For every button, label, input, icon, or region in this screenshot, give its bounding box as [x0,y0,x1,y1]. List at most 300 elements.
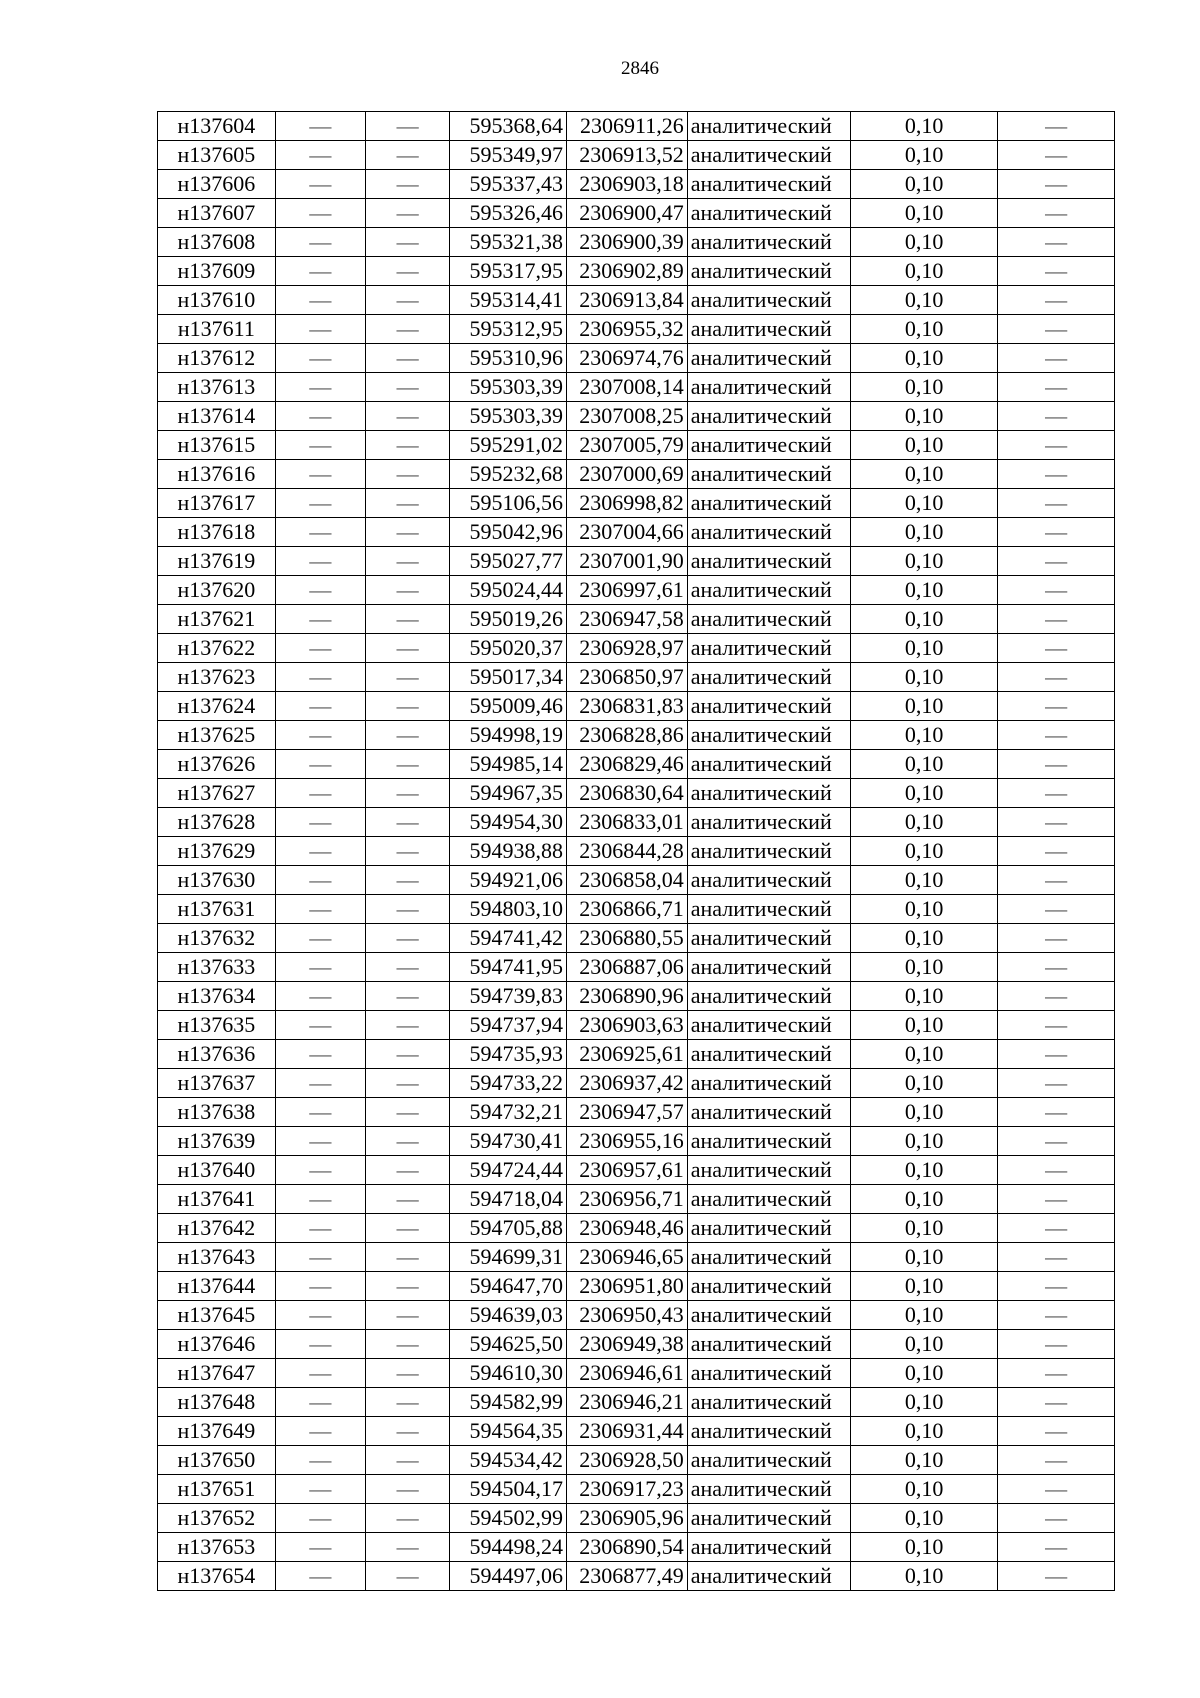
point-id-cell: н137651 [158,1475,276,1504]
y-coordinate-cell: 2307005,79 [566,431,687,460]
y-coordinate-cell: 2306900,47 [566,199,687,228]
accuracy-cell: 0,10 [851,228,998,257]
dash-cell: — [275,576,365,605]
dash-cell: — [275,170,365,199]
dash-cell: — [275,1301,365,1330]
dash-cell: — [275,1156,365,1185]
dash-cell: — [998,634,1115,663]
dash-cell: — [275,837,365,866]
dash-cell: — [998,1098,1115,1127]
accuracy-cell: 0,10 [851,1214,998,1243]
y-coordinate-cell: 2306998,82 [566,489,687,518]
x-coordinate-cell: 594985,14 [450,750,567,779]
point-id-cell: н137628 [158,808,276,837]
dash-cell: — [275,141,365,170]
method-cell: аналитический [687,924,850,953]
method-cell: аналитический [687,1127,850,1156]
accuracy-cell: 0,10 [851,1446,998,1475]
accuracy-cell: 0,10 [851,431,998,460]
table-row [158,1446,1115,1475]
method-cell: аналитический [687,1214,850,1243]
point-id-cell: н137608 [158,228,276,257]
x-coordinate-cell: 594502,99 [450,1504,567,1533]
dash-cell: — [998,518,1115,547]
method-cell: аналитический [687,1098,850,1127]
dash-cell: — [998,286,1115,315]
dash-cell: — [998,1040,1115,1069]
table-row [158,1562,1115,1591]
accuracy-cell: 0,10 [851,1475,998,1504]
x-coordinate-cell: 594564,35 [450,1417,567,1446]
dash-cell: — [275,1098,365,1127]
x-coordinate-cell: 595349,97 [450,141,567,170]
point-id-cell: н137639 [158,1127,276,1156]
point-id-cell: н137612 [158,344,276,373]
dash-cell: — [275,1243,365,1272]
dash-cell: — [275,779,365,808]
dash-cell: — [998,721,1115,750]
x-coordinate-cell: 594504,17 [450,1475,567,1504]
accuracy-cell: 0,10 [851,953,998,982]
y-coordinate-cell: 2307008,14 [566,373,687,402]
accuracy-cell: 0,10 [851,750,998,779]
point-id-cell: н137620 [158,576,276,605]
dash-cell: — [275,895,365,924]
dash-cell: — [366,895,450,924]
x-coordinate-cell: 595017,34 [450,663,567,692]
method-cell: аналитический [687,953,850,982]
dash-cell: — [275,953,365,982]
coordinates-table [157,111,1115,1591]
point-id-cell: н137624 [158,692,276,721]
point-id-cell: н137647 [158,1359,276,1388]
table-row [158,1330,1115,1359]
point-id-cell: н137652 [158,1504,276,1533]
point-id-cell: н137627 [158,779,276,808]
accuracy-cell: 0,10 [851,1011,998,1040]
accuracy-cell: 0,10 [851,1098,998,1127]
dash-cell: — [998,1562,1115,1591]
x-coordinate-cell: 594705,88 [450,1214,567,1243]
dash-cell: — [998,373,1115,402]
point-id-cell: н137645 [158,1301,276,1330]
dash-cell: — [275,1069,365,1098]
table-row [158,547,1115,576]
table-row [158,895,1115,924]
table-row [158,1214,1115,1243]
y-coordinate-cell: 2306948,46 [566,1214,687,1243]
dash-cell: — [366,1446,450,1475]
y-coordinate-cell: 2306829,46 [566,750,687,779]
x-coordinate-cell: 595019,26 [450,605,567,634]
dash-cell: — [998,1127,1115,1156]
method-cell: аналитический [687,431,850,460]
x-coordinate-cell: 595303,39 [450,373,567,402]
x-coordinate-cell: 594718,04 [450,1185,567,1214]
dash-cell: — [366,1214,450,1243]
dash-cell: — [275,112,365,141]
table-row [158,141,1115,170]
method-cell: аналитический [687,1388,850,1417]
method-cell: аналитический [687,663,850,692]
point-id-cell: н137625 [158,721,276,750]
method-cell: аналитический [687,286,850,315]
accuracy-cell: 0,10 [851,1504,998,1533]
y-coordinate-cell: 2306947,58 [566,605,687,634]
table-row [158,1272,1115,1301]
dash-cell: — [275,373,365,402]
table-row [158,1359,1115,1388]
y-coordinate-cell: 2306890,96 [566,982,687,1011]
point-id-cell: н137618 [158,518,276,547]
point-id-cell: н137607 [158,199,276,228]
method-cell: аналитический [687,837,850,866]
x-coordinate-cell: 594739,83 [450,982,567,1011]
method-cell: аналитический [687,373,850,402]
dash-cell: — [998,808,1115,837]
point-id-cell: н137609 [158,257,276,286]
dash-cell: — [275,344,365,373]
dash-cell: — [366,750,450,779]
accuracy-cell: 0,10 [851,286,998,315]
point-id-cell: н137635 [158,1011,276,1040]
y-coordinate-cell: 2306974,76 [566,344,687,373]
x-coordinate-cell: 594647,70 [450,1272,567,1301]
dash-cell: — [998,170,1115,199]
dash-cell: — [275,605,365,634]
table-body [158,112,1115,1591]
dash-cell: — [998,489,1115,518]
dash-cell: — [998,199,1115,228]
dash-cell: — [366,1301,450,1330]
dash-cell: — [275,1272,365,1301]
accuracy-cell: 0,10 [851,605,998,634]
y-coordinate-cell: 2306947,57 [566,1098,687,1127]
x-coordinate-cell: 594498,24 [450,1533,567,1562]
table-row [158,1504,1115,1533]
x-coordinate-cell: 594741,42 [450,924,567,953]
x-coordinate-cell: 594732,21 [450,1098,567,1127]
table-row [158,1098,1115,1127]
method-cell: аналитический [687,141,850,170]
dash-cell: — [998,576,1115,605]
point-id-cell: н137640 [158,1156,276,1185]
accuracy-cell: 0,10 [851,1040,998,1069]
point-id-cell: н137636 [158,1040,276,1069]
dash-cell: — [998,692,1115,721]
y-coordinate-cell: 2306830,64 [566,779,687,808]
y-coordinate-cell: 2306858,04 [566,866,687,895]
accuracy-cell: 0,10 [851,1301,998,1330]
point-id-cell: н137637 [158,1069,276,1098]
table-row [158,1388,1115,1417]
point-id-cell: н137644 [158,1272,276,1301]
y-coordinate-cell: 2306900,39 [566,228,687,257]
y-coordinate-cell: 2306833,01 [566,808,687,837]
dash-cell: — [998,1214,1115,1243]
dash-cell: — [998,924,1115,953]
x-coordinate-cell: 595009,46 [450,692,567,721]
dash-cell: — [275,1388,365,1417]
table-row [158,605,1115,634]
dash-cell: — [366,1185,450,1214]
dash-cell: — [998,663,1115,692]
dash-cell: — [275,286,365,315]
dash-cell: — [366,1475,450,1504]
method-cell: аналитический [687,1272,850,1301]
dash-cell: — [366,344,450,373]
method-cell: аналитический [687,576,850,605]
table-row [158,112,1115,141]
x-coordinate-cell: 594741,95 [450,953,567,982]
accuracy-cell: 0,10 [851,315,998,344]
dash-cell: — [366,1417,450,1446]
dash-cell: — [366,228,450,257]
table-row [158,431,1115,460]
dash-cell: — [998,1243,1115,1272]
point-id-cell: н137621 [158,605,276,634]
accuracy-cell: 0,10 [851,779,998,808]
dash-cell: — [366,257,450,286]
accuracy-cell: 0,10 [851,1272,998,1301]
dash-cell: — [366,547,450,576]
y-coordinate-cell: 2306955,16 [566,1127,687,1156]
dash-cell: — [275,547,365,576]
accuracy-cell: 0,10 [851,460,998,489]
accuracy-cell: 0,10 [851,112,998,141]
x-coordinate-cell: 595024,44 [450,576,567,605]
method-cell: аналитический [687,634,850,663]
dash-cell: — [275,1214,365,1243]
accuracy-cell: 0,10 [851,547,998,576]
x-coordinate-cell: 595368,64 [450,112,567,141]
method-cell: аналитический [687,895,850,924]
dash-cell: — [998,982,1115,1011]
dash-cell: — [366,1098,450,1127]
dash-cell: — [366,692,450,721]
point-id-cell: н137648 [158,1388,276,1417]
dash-cell: — [998,112,1115,141]
x-coordinate-cell: 594699,31 [450,1243,567,1272]
dash-cell: — [275,1330,365,1359]
point-id-cell: н137617 [158,489,276,518]
dash-cell: — [366,982,450,1011]
accuracy-cell: 0,10 [851,866,998,895]
dash-cell: — [275,692,365,721]
accuracy-cell: 0,10 [851,1156,998,1185]
dash-cell: — [366,373,450,402]
dash-cell: — [366,141,450,170]
y-coordinate-cell: 2306913,84 [566,286,687,315]
method-cell: аналитический [687,779,850,808]
table-row [158,170,1115,199]
accuracy-cell: 0,10 [851,1417,998,1446]
table-row [158,257,1115,286]
point-id-cell: н137641 [158,1185,276,1214]
x-coordinate-cell: 595314,41 [450,286,567,315]
x-coordinate-cell: 594730,41 [450,1127,567,1156]
table-row [158,837,1115,866]
point-id-cell: н137613 [158,373,276,402]
table-row [158,315,1115,344]
x-coordinate-cell: 594733,22 [450,1069,567,1098]
x-coordinate-cell: 594967,35 [450,779,567,808]
accuracy-cell: 0,10 [851,1388,998,1417]
table-row [158,489,1115,518]
x-coordinate-cell: 594497,06 [450,1562,567,1591]
method-cell: аналитический [687,199,850,228]
point-id-cell: н137615 [158,431,276,460]
point-id-cell: н137619 [158,547,276,576]
accuracy-cell: 0,10 [851,895,998,924]
accuracy-cell: 0,10 [851,1069,998,1098]
dash-cell: — [275,431,365,460]
table-row [158,1533,1115,1562]
dash-cell: — [275,1475,365,1504]
x-coordinate-cell: 594724,44 [450,1156,567,1185]
accuracy-cell: 0,10 [851,1330,998,1359]
dash-cell: — [275,866,365,895]
method-cell: аналитический [687,1069,850,1098]
accuracy-cell: 0,10 [851,1533,998,1562]
dash-cell: — [366,1069,450,1098]
y-coordinate-cell: 2306890,54 [566,1533,687,1562]
dash-cell: — [998,460,1115,489]
y-coordinate-cell: 2306997,61 [566,576,687,605]
dash-cell: — [998,344,1115,373]
accuracy-cell: 0,10 [851,489,998,518]
x-coordinate-cell: 595232,68 [450,460,567,489]
x-coordinate-cell: 595326,46 [450,199,567,228]
dash-cell: — [998,1069,1115,1098]
y-coordinate-cell: 2306850,97 [566,663,687,692]
method-cell: аналитический [687,1504,850,1533]
accuracy-cell: 0,10 [851,141,998,170]
dash-cell: — [366,808,450,837]
method-cell: аналитический [687,1040,850,1069]
dash-cell: — [366,1011,450,1040]
dash-cell: — [366,170,450,199]
x-coordinate-cell: 594625,50 [450,1330,567,1359]
table-row [158,518,1115,547]
method-cell: аналитический [687,808,850,837]
x-coordinate-cell: 594998,19 [450,721,567,750]
table-row [158,1243,1115,1272]
dash-cell: — [275,257,365,286]
dash-cell: — [366,1243,450,1272]
table-row [158,953,1115,982]
point-id-cell: н137623 [158,663,276,692]
y-coordinate-cell: 2306917,23 [566,1475,687,1504]
table-row [158,1417,1115,1446]
dash-cell: — [998,779,1115,808]
point-id-cell: н137638 [158,1098,276,1127]
method-cell: аналитический [687,982,850,1011]
dash-cell: — [366,1562,450,1591]
y-coordinate-cell: 2306887,06 [566,953,687,982]
point-id-cell: н137630 [158,866,276,895]
method-cell: аналитический [687,605,850,634]
point-id-cell: н137632 [158,924,276,953]
method-cell: аналитический [687,170,850,199]
dash-cell: — [366,1040,450,1069]
point-id-cell: н137631 [158,895,276,924]
table-row [158,750,1115,779]
dash-cell: — [275,721,365,750]
dash-cell: — [998,228,1115,257]
method-cell: аналитический [687,1446,850,1475]
y-coordinate-cell: 2306946,61 [566,1359,687,1388]
y-coordinate-cell: 2307000,69 [566,460,687,489]
method-cell: аналитический [687,228,850,257]
table-row [158,344,1115,373]
table-row [158,721,1115,750]
dash-cell: — [998,953,1115,982]
x-coordinate-cell: 594737,94 [450,1011,567,1040]
y-coordinate-cell: 2306928,50 [566,1446,687,1475]
accuracy-cell: 0,10 [851,1359,998,1388]
dash-cell: — [366,1533,450,1562]
dash-cell: — [366,1359,450,1388]
point-id-cell: н137604 [158,112,276,141]
accuracy-cell: 0,10 [851,837,998,866]
dash-cell: — [275,460,365,489]
accuracy-cell: 0,10 [851,721,998,750]
y-coordinate-cell: 2306828,86 [566,721,687,750]
x-coordinate-cell: 595042,96 [450,518,567,547]
dash-cell: — [998,1475,1115,1504]
dash-cell: — [366,924,450,953]
dash-cell: — [366,1156,450,1185]
dash-cell: — [366,605,450,634]
table-row [158,199,1115,228]
y-coordinate-cell: 2306955,32 [566,315,687,344]
method-cell: аналитический [687,518,850,547]
method-cell: аналитический [687,1475,850,1504]
dash-cell: — [998,1330,1115,1359]
dash-cell: — [998,895,1115,924]
point-id-cell: н137654 [158,1562,276,1591]
point-id-cell: н137614 [158,402,276,431]
x-coordinate-cell: 595020,37 [450,634,567,663]
x-coordinate-cell: 595303,39 [450,402,567,431]
dash-cell: — [998,1301,1115,1330]
dash-cell: — [998,1011,1115,1040]
point-id-cell: н137626 [158,750,276,779]
dash-cell: — [998,1156,1115,1185]
method-cell: аналитический [687,489,850,518]
point-id-cell: н137605 [158,141,276,170]
method-cell: аналитический [687,1533,850,1562]
dash-cell: — [998,141,1115,170]
x-coordinate-cell: 595321,38 [450,228,567,257]
y-coordinate-cell: 2306946,65 [566,1243,687,1272]
table-row [158,373,1115,402]
dash-cell: — [998,431,1115,460]
dash-cell: — [275,1562,365,1591]
table-row [158,576,1115,605]
y-coordinate-cell: 2306951,80 [566,1272,687,1301]
y-coordinate-cell: 2306911,26 [566,112,687,141]
table-row [158,1301,1115,1330]
accuracy-cell: 0,10 [851,808,998,837]
y-coordinate-cell: 2306905,96 [566,1504,687,1533]
dash-cell: — [998,315,1115,344]
y-coordinate-cell: 2306831,83 [566,692,687,721]
dash-cell: — [998,1272,1115,1301]
dash-cell: — [275,663,365,692]
method-cell: аналитический [687,344,850,373]
